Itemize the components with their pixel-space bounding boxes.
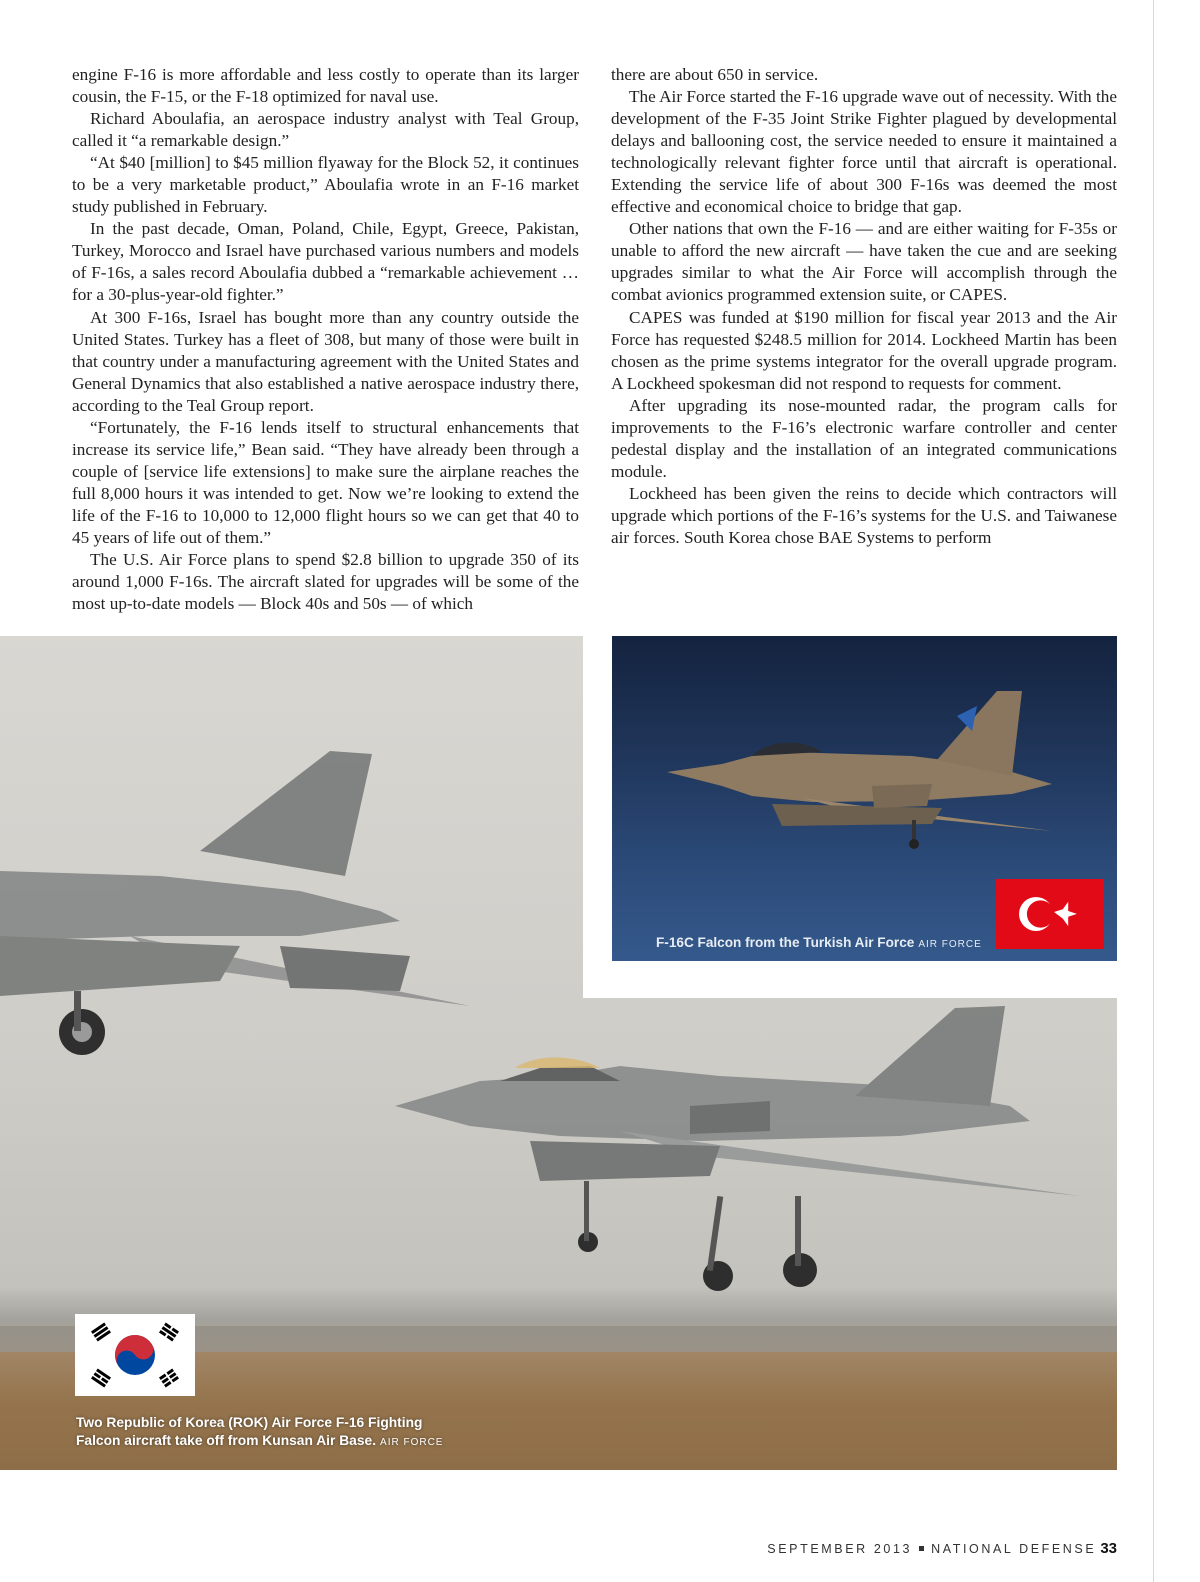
paragraph: engine F-16 is more affordable and less costly to operate than its larger cousin, the F-15, or the F-18 optimized for naval use. [72,65,579,107]
article-column-left [72,64,579,615]
paragraph: At 300 F-16s, Israel has bought more than any country outside the United States. Turkey has a fleet of 308, but many of those were built in that country under a manufacturing agreement with the United States and General Dynamics that also established a native aerospace industry there, according to the Teal Group report. [72,307,579,415]
paragraph: Richard Aboulafia, an aerospace industry analyst with Teal Group, called it “a remarkable design.” [72,109,579,151]
paragraph: The U.S. Air Force plans to spend $2.8 billion to upgrade 350 of its around 1,000 F-16s. The aircraft slated for upgrades will be some of the most up-to-date models — Block 40s and 50s — of which [72,550,579,614]
article-column-right [611,64,1117,549]
paragraph: The Air Force started the F-16 upgrade wave out of necessity. With the development of the F-35 Joint Strike Fighter plagued by developmental delays and ballooning cost, the service needed to ensure it maintained a technologically relevant fighter force until that aircraft is operational. Extending the service life of about 300 F-16s was deemed the most effective and economical choice to bridge that gap. [611,87,1117,217]
paragraph: After upgrading its nose-mounted radar, the program calls for improvements to the F-16’s electronic warfare controller and center pedestal display and the installation of an integrated communications module. [611,395,1117,481]
caption-line: Falcon aircraft take off from Kunsan Air Base. [76,1433,377,1448]
turkish-flag-icon [996,879,1104,949]
caption-line: Two Republic of Korea (ROK) Air Force F-16 Fighting [76,1415,423,1430]
photo-credit: AIR FORCE [918,939,982,950]
paragraph: “Fortunately, the F-16 lends itself to structural enhancements that increase its service life,” Bean said. “They have already been through a couple of [service life extensions] to make sure the airplane reaches the full 8,000 hours it was intended to get. Now we’re looking to extend the life of the F-16 to 10,000 to 12,000 flight hours so we can get that 40 to 45 years of life out of them.” [72,417,579,547]
separator-bullet-icon [919,1546,924,1551]
page-number: 33 [1100,1540,1117,1557]
page-footer [767,1540,1117,1557]
paragraph: Lockheed has been given the reins to decide which contractors will upgrade which portions of the F-16’s systems for the U.S. and Taiwanese air forces. South Korea chose BAE Systems to perform [611,483,1117,547]
paragraph: CAPES was funded at $190 million for fiscal year 2013 and the Air Force has requested $248.5 million for 2014. Lockheed Martin has been chosen as the prime systems integrator for the overall upgrade program. A Lockheed spokesman did not respond to requests for comment. [611,307,1117,393]
paragraph: Other nations that own the F-16 — and are either waiting for F-35s or unable to afford the new aircraft — have taken the cue and are seeking upgrades similar to what the Air Force will accomplish through the combat avionics programmed extension suite, or CAPES. [611,219,1117,305]
page-edge-rule [1153,0,1154,1582]
publication-name: NATIONAL DEFENSE [931,1542,1097,1556]
south-korean-flag-icon [75,1314,195,1396]
korea-photo-caption [76,1414,516,1452]
turkey-photo-caption [656,935,982,950]
photo-credit: AIR FORCE [380,1437,444,1448]
paragraph: there are about 650 in service. [611,65,819,84]
caption-text: F-16C Falcon from the Turkish Air Force [656,935,915,950]
paragraph: In the past decade, Oman, Poland, Chile, Egypt, Greece, Pakistan, Turkey, Morocco and Israel have purchased various numbers and models of F-16s, a sales record Aboulafia dubbed a “remarkable achievement … for a 30-plus-year-old fighter.” [72,219,579,305]
paragraph: “At $40 [million] to $45 million flyaway for the Block 52, it continues to be a very marketable product,” Aboulafia wrote in an F-16 market study published in February. [72,153,579,217]
issue-date: SEPTEMBER 2013 [767,1542,913,1556]
